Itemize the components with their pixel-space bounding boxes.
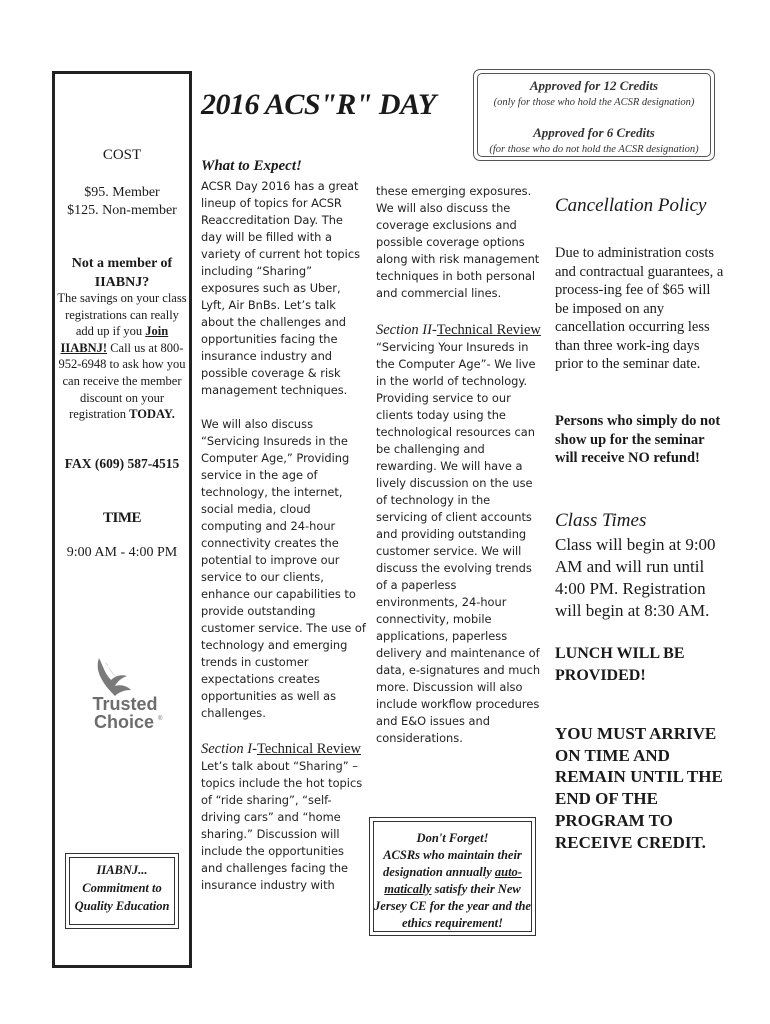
time-heading: TIME xyxy=(102,510,141,526)
section2-label: Section II- xyxy=(376,322,437,338)
savings-text xyxy=(55,290,189,423)
eagle-icon xyxy=(98,658,131,696)
savings-part1: The savings on your class registrations can really add up if you xyxy=(57,291,187,339)
dont-forget-box xyxy=(369,817,536,936)
dont-forget-text2: satisfy their New Jersey CE for the year and the ethics requirement! xyxy=(374,882,531,930)
approval-12-note: (only for those who hold the ACSR designation) xyxy=(493,97,695,108)
intro-paragraph: ACSR Day 2016 has a great lineup of topics for ACSR Reaccreditation Day. The day will be filled with a variety of current hot topics including “Sharing” exposures such as Uber, Lyft, Air BnBs. Let’s talk about the challenges and opportunities facing the insurance industry and possible coverage & risk management techniques. xyxy=(201,179,361,397)
commitment-line1: IIABNJ... xyxy=(96,863,148,877)
savings-part2: Call us at 800-952-6948 to ask how you can receive the member discount on your registration xyxy=(58,340,186,422)
section2-paragraph: “Servicing Your Insureds in the Computer Age”- We live in the world of technology. Providing service to our clients today using the technological resources can be challenging and rewarding. We will have a lively discussion on the use of technology in the servicing of client accounts and providing outstanding customer service. We will discuss the evolving trends of a paperless environments, 24-hour connectivity, mobile applications, paperless delivery and maintenance of data, e-signatures and much more. Discussion will also include workflow procedures and E&O issues and considerations. xyxy=(376,340,541,745)
commitment-line3: Quality Education xyxy=(74,899,170,913)
lunch-notice: LUNCH WILL BE PROVIDED! xyxy=(555,645,685,684)
cancellation-heading: Cancellation Policy xyxy=(555,195,707,216)
not-member-heading xyxy=(55,254,189,292)
section1-title: Technical Review xyxy=(256,741,362,757)
commitment-line2: Commitment to xyxy=(82,881,162,895)
dont-forget-text1: ACSRs who maintain their designation annually xyxy=(383,848,522,879)
approval-6-note: (for those who do not hold the ACSR designation) xyxy=(489,144,699,155)
commitment-box xyxy=(65,853,179,929)
member-pricing xyxy=(55,184,189,220)
not-member-line2: IIABNJ? xyxy=(94,275,150,290)
section2-heading xyxy=(376,321,541,339)
logo-text-trusted: Trusted xyxy=(92,694,158,714)
dont-forget-underlined: auto-matically xyxy=(384,865,522,896)
fax-number: FAX (609) 587-4515 xyxy=(64,456,180,471)
dont-forget-heading: Don't Forget! xyxy=(416,831,489,845)
section1-heading xyxy=(201,740,366,758)
today-text: TODAY. xyxy=(129,407,175,422)
page-title: 2016 ACS"R" DAY xyxy=(201,88,436,121)
cost-heading: COST xyxy=(102,147,142,163)
class-times-text: Class will begin at 9:00 AM and will run until 4:00 PM. Registration will begin at 8:30 AM. xyxy=(555,535,716,620)
approval-12-credits: Approved for 12 Credits xyxy=(529,78,659,93)
attendance-notice: YOU MUST ARRIVE ON TIME AND REMAIN UNTIL THE END OF THE PROGRAM TO RECEIVE CREDIT. xyxy=(555,724,723,852)
registered-mark: ® xyxy=(158,716,163,722)
join-link[interactable]: Join IIABNJ! xyxy=(60,324,169,355)
approval-6-credits: Approved for 6 Credits xyxy=(533,125,655,140)
section1-paragraph: Let’s talk about “Sharing” – topics include the hot topics of “ride sharing”, “self- driving cars” and “home sharing.” Discussion will include the opportunities and challenges facing the insurance industry with xyxy=(201,759,363,892)
section1-label: Section I- xyxy=(201,741,257,757)
no-show-notice: Persons who simply do not show up for the seminar will receive NO refund! xyxy=(555,413,721,466)
time-value: 9:00 AM - 4:00 PM xyxy=(66,545,178,560)
trusted-choice-logo xyxy=(81,652,169,732)
approval-box xyxy=(473,69,715,161)
section2-title: Technical Review xyxy=(436,322,541,338)
sidebar xyxy=(52,71,192,968)
body-column-2 xyxy=(376,183,541,747)
not-member-line1: Not a member of xyxy=(71,256,173,271)
what-to-expect-heading: What to Expect! xyxy=(201,158,302,174)
class-times-heading: Class Times xyxy=(555,510,647,531)
continued-paragraph: these emerging exposures. We will also discuss the coverage exclusions and possible coverage options along with risk management techniques in both personal and commercial lines. xyxy=(376,184,540,300)
dont-forget-text xyxy=(370,847,535,932)
nonmember-price: $125. Non-member xyxy=(67,203,177,218)
member-price: $95. Member xyxy=(84,185,160,200)
body-column-1 xyxy=(201,178,366,894)
cancellation-text: Due to administration costs and contractual guarantees, a process-ing fee of $65 will be imposed on any cancellation occurring less than three work-ing days prior to the seminar date. xyxy=(555,245,724,372)
servicing-paragraph: We will also discuss “Servicing Insureds in the Computer Age,” Providing service in the age of technology, the internet, social media, cloud computing and 24-hour connectivity creates the potential to improve our service to our clients, enhance our capabilities to provide outstanding customer service. The use of technology and emerging trends in customer expectations creates opportunities as well as challenges. xyxy=(201,417,366,720)
logo-text-choice: Choice xyxy=(93,712,155,732)
